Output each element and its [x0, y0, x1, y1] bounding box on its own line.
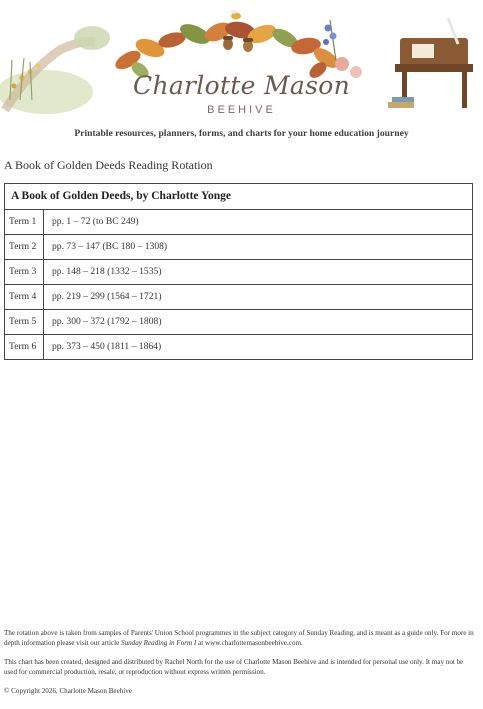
pages-cell: pp. 300 – 372 (1792 – 1808) [52, 316, 162, 327]
term-cell: Term 4 [5, 285, 44, 309]
logo-subtitle: BEEHIVE [207, 104, 276, 116]
table-row [5, 235, 472, 260]
logo-wordmark: Charlotte Mason [133, 71, 350, 100]
term-cell: Term 2 [5, 235, 44, 259]
page-title: A Book of Golden Deeds Reading Rotation [4, 158, 213, 172]
header-banner [0, 0, 483, 128]
pages-cell: pp. 373 – 450 (1811 – 1864) [52, 341, 162, 352]
reading-rotation-table [4, 183, 473, 360]
pages-cell: pp. 73 – 147 (BC 180 – 1308) [52, 241, 168, 252]
footer-rights: This chart has been created, designed and distributed by Rachel North for the use of Charlotte Mason Beehive and is intended for personal use only. It may not be used for commercial production, resale, or reproduction without express written permission. [4, 658, 464, 676]
pages-cell: pp. 148 – 218 (1332 – 1535) [52, 266, 162, 277]
table-row [5, 310, 472, 335]
table-heading: A Book of Golden Deeds, by Charlotte Yonge [5, 184, 472, 210]
article-title: Sunday Reading in Form I [121, 639, 197, 647]
term-cell: Term 1 [5, 210, 44, 234]
tagline: Printable resources, planners, forms, and charts for your home education journey [74, 128, 409, 139]
pages-cell: pp. 219 – 299 (1564 – 1721) [52, 291, 162, 302]
table-row [5, 285, 472, 310]
term-cell: Term 3 [5, 260, 44, 284]
footer-copyright: © Copyright 2026, Charlotte Mason Beehive [4, 687, 132, 695]
source-note-text: The rotation above is taken from samples of Parents' Union School programmes in the subject category of Sunday Reading, and is meant as a guide only. For more in depth information please visit our article [4, 629, 474, 647]
term-cell: Term 5 [5, 310, 44, 334]
pages-cell: pp. 1 – 72 (to BC 249) [52, 216, 139, 227]
footer-source-note [4, 628, 476, 648]
table-row [5, 260, 472, 285]
term-cell: Term 6 [5, 335, 44, 359]
table-row [5, 335, 472, 359]
source-note-link-text: at www.charlottemasonbeehive.com. [196, 639, 303, 647]
table-row [5, 210, 472, 235]
